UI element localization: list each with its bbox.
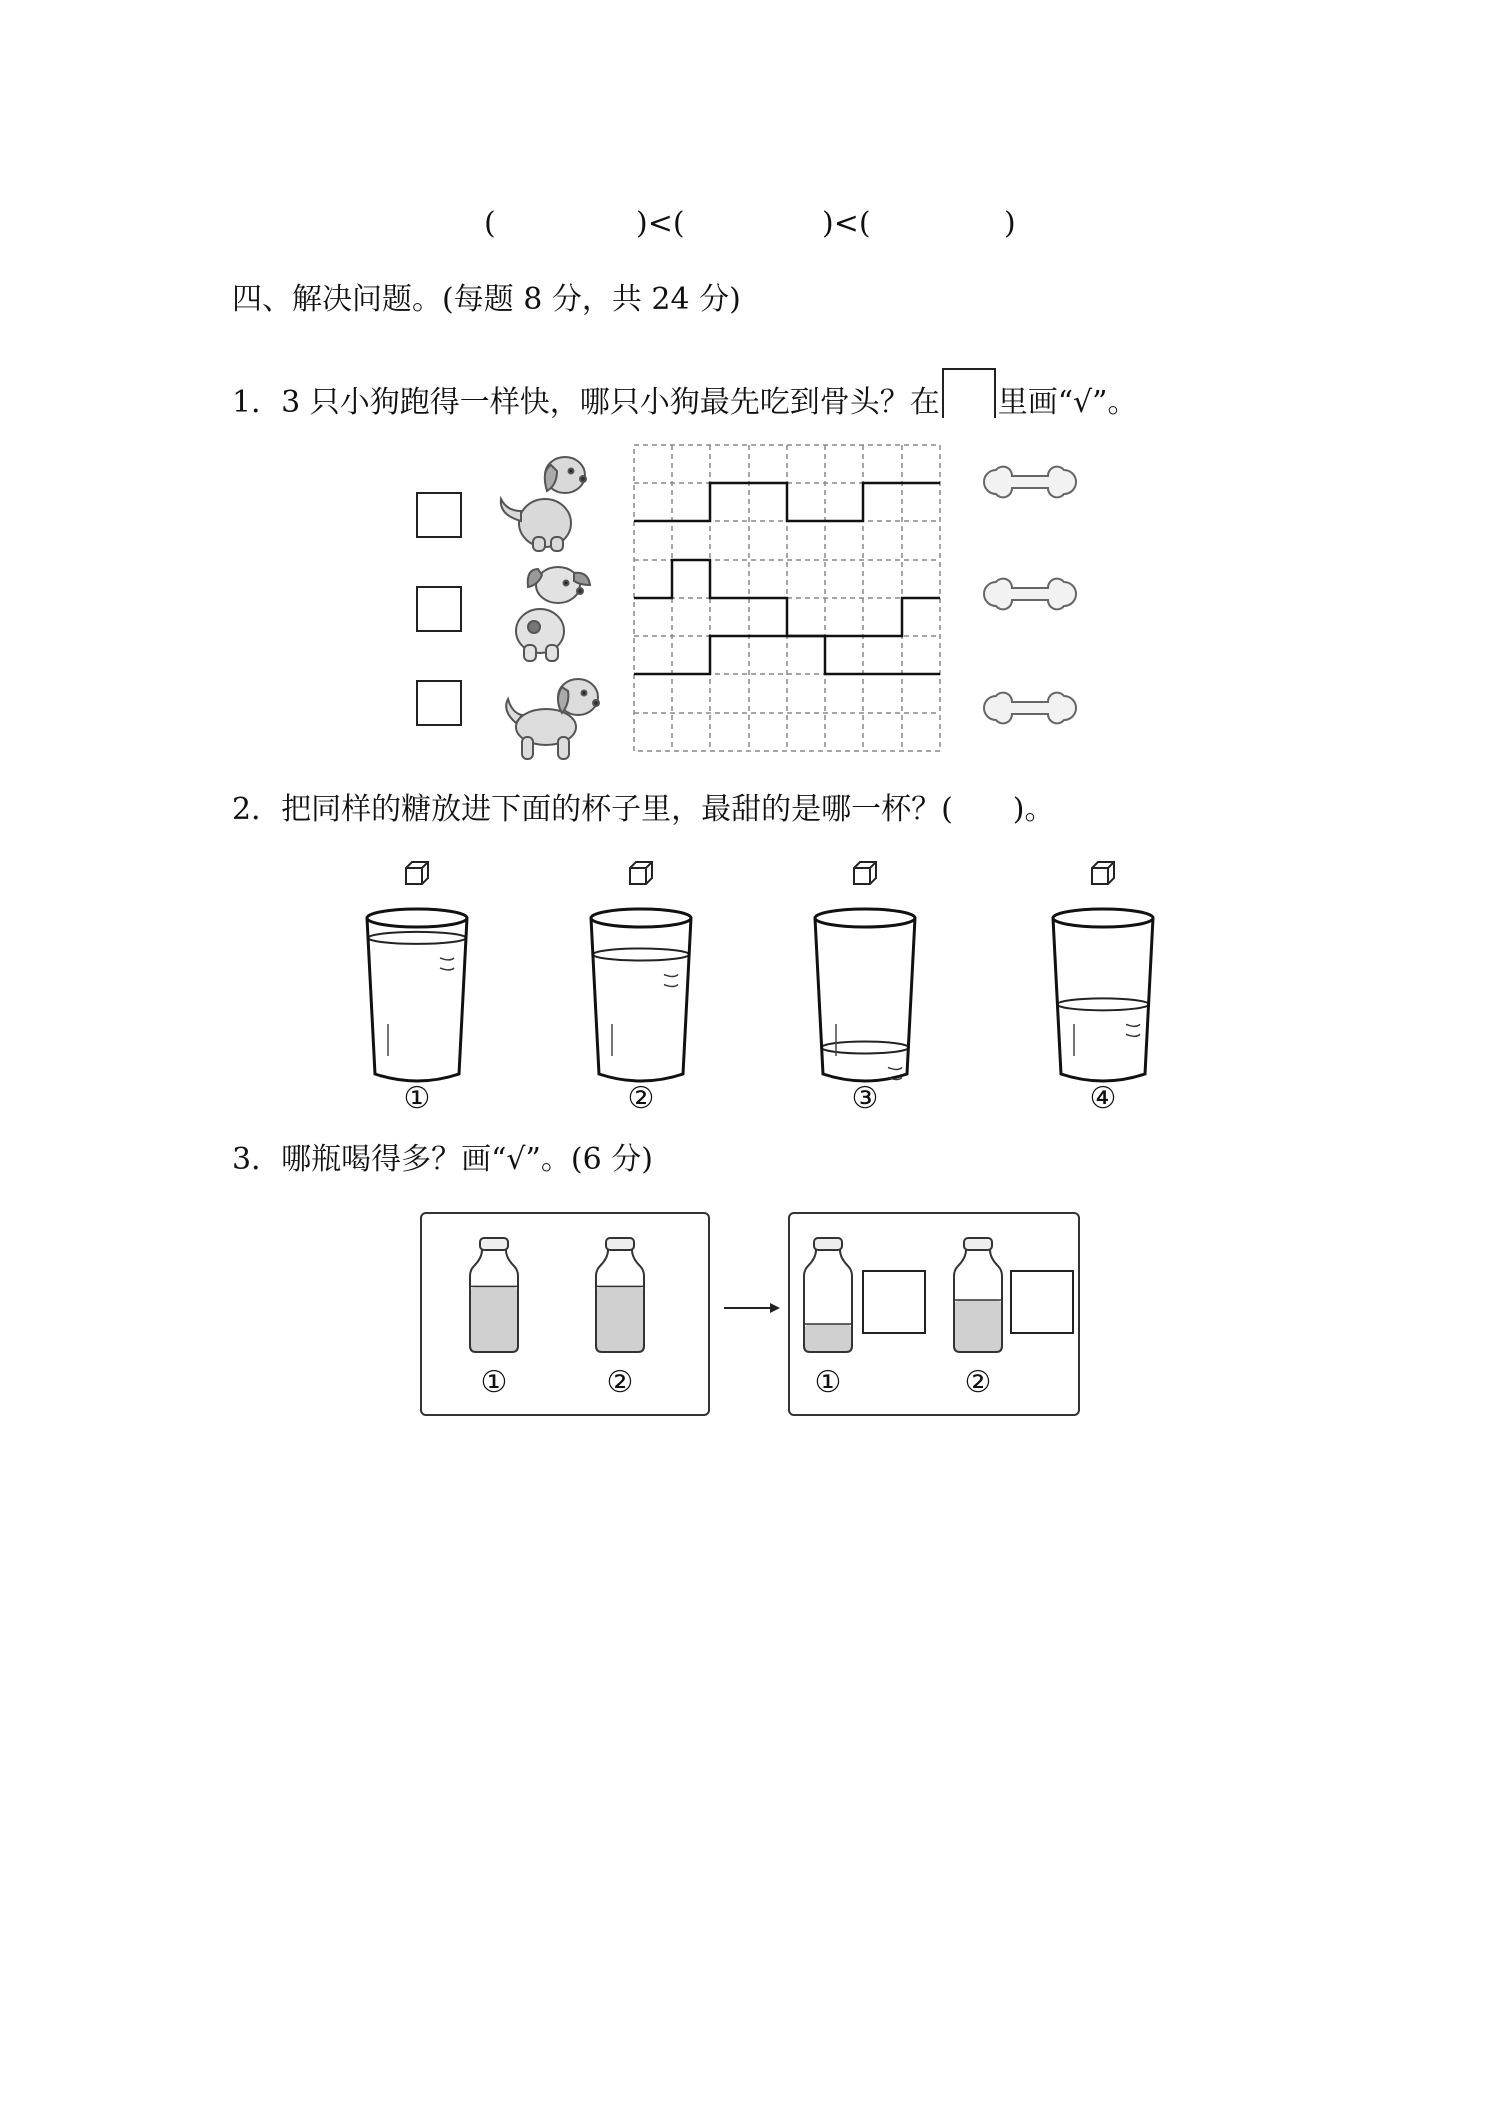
compare-sep-1: )<( (636, 206, 685, 241)
inline-answer-box (942, 368, 996, 418)
bottle-1-answer-box[interactable] (862, 1270, 926, 1334)
dog-2-answer-box[interactable] (416, 586, 462, 632)
question-2-text: 2．把同样的糖放进下面的杯子里，最甜的是哪一杯？( )。 (232, 792, 1055, 827)
path-grid (634, 445, 940, 751)
cup-2 (588, 900, 694, 1090)
arrow-right-icon (724, 1300, 780, 1316)
after-bottle-2 (952, 1236, 1004, 1356)
compare-paren-open: ( (484, 206, 496, 241)
after-bottle-1 (802, 1236, 854, 1356)
sugar-cube-icon (626, 858, 656, 888)
cup-2-label: ② (627, 1081, 655, 1116)
after-label-1: ① (814, 1365, 842, 1400)
bone-icon (982, 460, 1078, 504)
sugar-cube-icon (1088, 858, 1118, 888)
before-label-2: ② (606, 1365, 634, 1400)
bone-icon (982, 686, 1078, 730)
dog-1-path (634, 483, 940, 521)
question-1-text-after: 里画“√”。 (997, 385, 1138, 420)
dog-3-answer-box[interactable] (416, 680, 462, 726)
compare-sep-2: )<( (822, 206, 871, 241)
cup-4-label: ④ (1089, 1081, 1117, 1116)
before-frame (420, 1212, 710, 1416)
cup-1-label: ① (403, 1081, 431, 1116)
before-label-1: ① (480, 1365, 508, 1400)
before-bottle-1 (468, 1236, 520, 1356)
question-1-text-before: 1．3 只小狗跑得一样快，哪只小狗最先吃到骨头？在 (232, 385, 940, 420)
cup-1 (364, 900, 470, 1090)
before-bottle-2 (594, 1236, 646, 1356)
after-label-2: ② (964, 1365, 992, 1400)
dog-1-answer-box[interactable] (416, 492, 462, 538)
question-1-text (232, 368, 1138, 423)
question-3-text: 3．哪瓶喝得多？画“√”。(6 分) (232, 1142, 653, 1177)
cup-4 (1050, 900, 1156, 1090)
sugar-cube-icon (402, 858, 432, 888)
cup-3-label: ③ (851, 1081, 879, 1116)
section-title: 四、解决问题。(每题 8 分，共 24 分) (232, 282, 741, 317)
bottle-2-answer-box[interactable] (1010, 1270, 1074, 1334)
cup-3 (812, 900, 918, 1090)
dog-spotted-icon (500, 555, 600, 665)
dog-walking-icon (498, 665, 608, 765)
bone-icon (982, 572, 1078, 616)
compare-paren-close: ) (1004, 206, 1016, 241)
dog-sitting-icon (495, 445, 595, 555)
sugar-cube-icon (850, 858, 880, 888)
